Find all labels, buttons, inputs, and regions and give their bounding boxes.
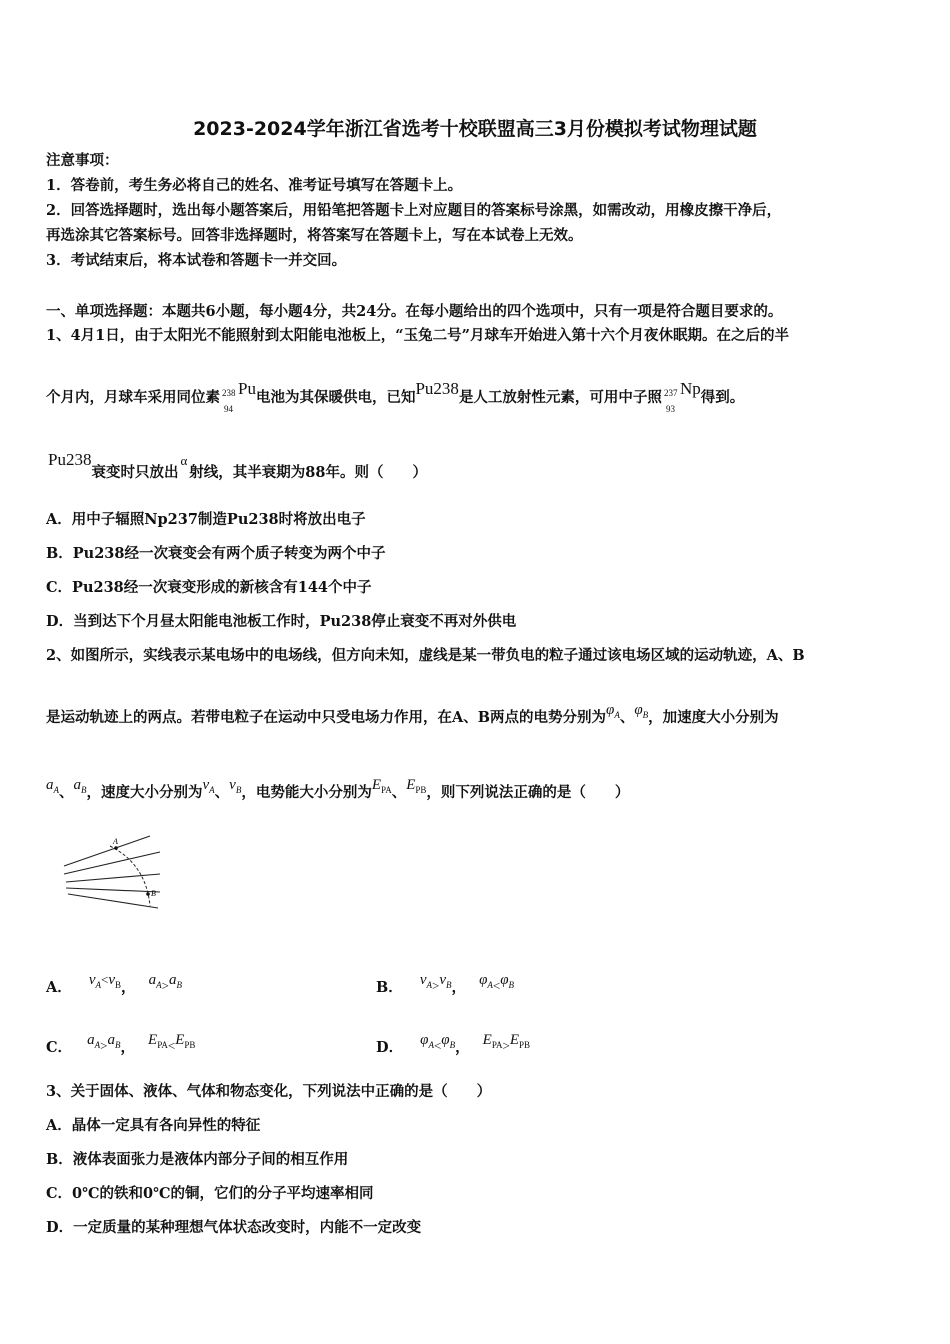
label-b: B [151, 889, 156, 898]
phia-lt-phib: $\varphi_A<\varphi_B$ [479, 972, 515, 993]
np-mass-number: 237 [663, 388, 678, 398]
e-pb: $E_{PB}$ [406, 777, 427, 795]
q3-option-c: C．0℃的铁和0℃的铜，它们的分子平均速率相同 [46, 1185, 374, 1202]
label-a: A [113, 837, 118, 846]
alpha-symbol: α [180, 453, 188, 468]
pu-symbol: Pu [238, 379, 256, 398]
np-atomic-number: 93 [665, 404, 675, 414]
q2-option-b: B． $v_A>v_B$， $\varphi_A<\varphi_B$ [376, 972, 515, 996]
pu-isotope [220, 387, 238, 414]
epa-gt-epb: $E_{PA}>E_{PB}$ [482, 1032, 531, 1053]
v-b: $v_B$ [229, 777, 242, 795]
notice-item-3: 3．考试结束后，将本试卷和答题卡一并交回。 [46, 252, 347, 269]
np-isotope [662, 387, 680, 414]
field-line [66, 888, 160, 892]
a-b: $a_B$ [73, 777, 87, 795]
q1-text-f: 射线，其半衰期为88年。则（ ） [189, 464, 427, 481]
electric-field-figure [58, 828, 168, 910]
field-line [64, 852, 160, 874]
q1-option-a: A．用中子辐照Np237制造Pu238时将放出电子 [46, 511, 366, 528]
q3-option-a: A．晶体一定具有各向异性的特征 [46, 1117, 261, 1134]
q2-option-c: C． $a_A>a_B$， $E_{PA}<E_{PB}$ [46, 1032, 196, 1056]
q2-text-c: ，速度大小分别为 [86, 784, 203, 801]
notice-heading: 注意事项： [46, 152, 119, 169]
pu-atomic-number: 94 [224, 404, 233, 414]
field-line [64, 836, 150, 866]
np-symbol: Np [679, 379, 701, 398]
q1-stem-line2 [46, 379, 745, 414]
aa-gt-ab-c: $a_A>a_B$ [87, 1032, 121, 1053]
q1-text-a: 个月内，月球车采用同位素 [46, 389, 220, 406]
va-gt-vb: $v_A>v_B$ [419, 972, 452, 993]
field-line [66, 874, 160, 882]
pu238-inline: Pu238 [415, 379, 459, 398]
aa-gt-ab: $a_A>a_B$ [148, 972, 182, 993]
q1-text-c: 是人工放射性元素，可用中子照 [458, 389, 662, 406]
q3-stem: 3、关于固体、液体、气体和物态变化，下列说法中正确的是（ ） [46, 1083, 492, 1100]
phi-b: $\varphi_B$ [634, 702, 649, 720]
point-b [146, 892, 150, 896]
pu238-label: Pu238 [48, 450, 92, 469]
trajectory [110, 846, 150, 906]
q3-option-b: B．液体表面张力是液体内部分子间的相互作用 [46, 1151, 349, 1168]
q3-option-d: D．一定质量的某种理想气体状态改变时，内能不一定改变 [46, 1219, 422, 1236]
q1-stem-line3 [46, 450, 427, 483]
section-heading: 一、单项选择题：本题共6小题，每小题4分，共24分。在每小题给出的四个选项中，只有一项是符合题目要求的。 [46, 303, 783, 320]
q2-text-d: ，电势能大小分别为 [241, 784, 372, 801]
q2-stem-line2: 是运动轨迹上的两点。若带电粒子在运动中只受电场力作用，在A、B两点的电势分别为$\varphi_A$、$\varphi_B$，加速度大小分别为 [46, 702, 779, 726]
page-title: 2023-2024学年浙江省选考十校联盟高三3月份模拟考试物理试题 [193, 118, 757, 140]
q2-option-d: D． $\varphi_A<\varphi_B$， $E_{PA}>E_{PB}$ [376, 1032, 531, 1056]
q2-stem-line3: $a_A$、$a_B$，速度大小分别为$v_A$、$v_B$，电势能大小分别为$E_{PA}$、$E_{PB}$，则下列说法正确的是（ ） [46, 777, 630, 801]
point-a [114, 846, 118, 850]
q2-option-a: A． $v_A<v_B$， $a_A>a_B$ [46, 972, 182, 996]
q2-text-b: ，加速度大小分别为 [648, 709, 779, 726]
q1-text-e: 衰变时只放出 [91, 464, 179, 481]
q1-text-d: 得到。 [700, 389, 745, 406]
q2-text-e: ，则下列说法正确的是（ ） [426, 784, 630, 801]
q1-stem-line1: 1、4月1日，由于太阳光不能照射到太阳能电池板上，“玉兔二号”月球车开始进入第十六个月夜休眠期。在之后的半 [46, 327, 789, 344]
va-lt-vb: $v_A<v_B$ [88, 972, 122, 990]
q2-text-a: 是运动轨迹上的两点。若带电粒子在运动中只受电场力作用，在A、B两点的电势分别为 [46, 709, 607, 726]
notice-item-1: 1．答卷前，考生务必将自己的姓名、准考证号填写在答题卡上。 [46, 177, 463, 194]
q1-option-b: B．Pu238经一次衰变会有两个质子转变为两个中子 [46, 545, 386, 562]
q1-option-c: C．Pu238经一次衰变形成的新核含有144个中子 [46, 579, 372, 596]
field-line [68, 894, 158, 908]
q2-stem-line1: 2、如图所示，实线表示某电场中的电场线，但方向未知，虚线是某一带负电的粒子通过该电场区域的运动轨迹，A、B [46, 647, 805, 664]
e-pa: $E_{PA}$ [371, 777, 392, 795]
v-a: $v_A$ [202, 777, 215, 795]
a-a: $a_A$ [46, 777, 59, 795]
phi-a: $\varphi_A$ [606, 702, 620, 720]
phia-lt-phib-d: $\varphi_A<\varphi_B$ [420, 1032, 456, 1053]
notice-item-2: 2．回答选择题时，选出每小题答案后，用铅笔把答题卡上对应题目的答案标号涂黑，如需改动，用橡皮擦干净后， [46, 202, 782, 219]
pu-mass-number: 238 [222, 388, 236, 398]
q1-option-d: D．当到达下个月昼太阳能电池板工作时，Pu238停止衰变不再对外供电 [46, 613, 517, 630]
q1-text-b: 电池为其保暖供电，已知 [255, 389, 416, 406]
notice-item-2-cont: 再选涂其它答案标号。回答非选择题时，将答案写在答题卡上，写在本试卷上无效。 [46, 227, 583, 244]
epa-lt-epb: $E_{PA}<E_{PB}$ [148, 1032, 196, 1053]
